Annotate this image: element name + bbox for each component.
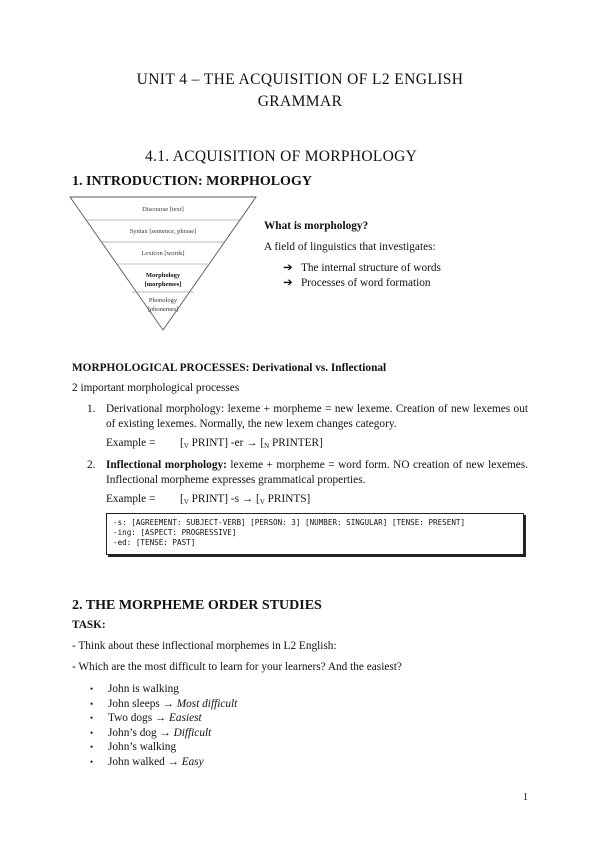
list-item: ➔ The internal structure of words (283, 262, 441, 274)
page-number: 1 (523, 792, 528, 803)
box-line: -ed: [TENSE: PAST] (113, 538, 196, 547)
list-item: ➔ Processes of word formation (283, 276, 431, 289)
list-item: • Two dogs → Easiest (90, 712, 202, 724)
inflection-features-box (106, 513, 524, 555)
pyramid-level-syntax: Syntax [sentence, phrase] (129, 228, 197, 235)
pyramid-level-morphemes: [morphemes] (144, 281, 182, 288)
list-item: • John’s walking (90, 741, 177, 753)
inflectional-term: Inflectional morphology: (106, 459, 227, 471)
morpheme-examples-list (90, 682, 238, 769)
pyramid-level-phonemes: [phonemes] (147, 306, 179, 313)
unit-title-line1: UNIT 4 – THE ACQUISITION OF L2 ENGLISH (136, 71, 464, 88)
item-number: 2. (87, 459, 96, 471)
pyramid-level-discourse: Discourse [text] (142, 206, 184, 213)
derivational-item (87, 402, 528, 431)
processes-heading: MORPHOLOGICAL PROCESSES: Derivational vs. Inflectional (72, 362, 387, 374)
section-title: 4.1. ACQUISITION OF MORPHOLOGY (145, 148, 418, 165)
list-item: • John is walking (90, 683, 179, 695)
task-line-1: - Think about these inflectional morphemes in L2 English: (72, 640, 337, 652)
arrow-icon: ➔ (283, 276, 293, 289)
pyramid-level-phonology: Phonology (148, 297, 178, 304)
list-item: • John walked → Easy (90, 755, 204, 768)
task-line-2: - Which are the most difficult to learn for your learners? And the easiest? (72, 661, 402, 673)
inflectional-example-label: Example = (106, 493, 156, 505)
bullet-icon: • (90, 756, 94, 767)
derivational-example: [$_V$ PRINT] $-er \to [_N$ PRINTER] (180, 437, 323, 450)
item-number: 1. (87, 403, 96, 415)
pyramid-level-morphology: Morphology (145, 272, 181, 279)
morphology-definition: A field of linguistics that investigates: (264, 241, 436, 253)
box-line: -ing: [ASPECT: PROGRESSIVE] (113, 528, 237, 537)
inflectional-example: [$_V$ PRINT] $-s \to [_V$ PRINTS] (180, 493, 311, 506)
morpheme-order-heading: 2. THE MORPHEME ORDER STUDIES (72, 598, 322, 613)
task-label: TASK: (72, 619, 106, 631)
processes-intro: 2 important morphological processes (72, 382, 240, 394)
bullet-icon: • (90, 698, 94, 709)
pyramid-level-lexicon: Lexicon [words] (141, 250, 185, 257)
morphology-definition-list (283, 261, 441, 290)
unit-title-line2: GRAMMAR (257, 93, 343, 110)
inflectional-item (87, 458, 529, 487)
bullet-icon: • (90, 713, 94, 723)
what-is-morphology-heading: What is morphology? (264, 220, 369, 232)
bullet-icon: • (90, 684, 94, 694)
inflectional-text: lexeme + morpheme = word form. NO creation of new lexemes. Inflectional morpheme expresses grammatical properties. (106, 459, 529, 486)
box-line: -s: [AGREEMENT: SUBJECT-VERB] [PERSON: 3] [NUMBER: SINGULAR] [TENSE: PRESENT] (113, 518, 466, 527)
bullet-icon: • (90, 727, 94, 738)
derivational-text: Derivational morphology: lexeme + morpheme = new lexeme. Creation of new lexemes out of existing lexemes. Normally, the new lexem changes category. (106, 403, 528, 430)
list-item: • John sleeps → Most difficult (90, 697, 238, 710)
derivational-example-label: Example = (106, 437, 156, 449)
morphology-pyramid-diagram (68, 194, 258, 332)
intro-heading: 1. INTRODUCTION: MORPHOLOGY (72, 174, 312, 189)
arrow-icon: ➔ (283, 262, 293, 274)
bullet-icon: • (90, 742, 94, 752)
list-item: • John’s dog → Difficult (90, 726, 212, 739)
